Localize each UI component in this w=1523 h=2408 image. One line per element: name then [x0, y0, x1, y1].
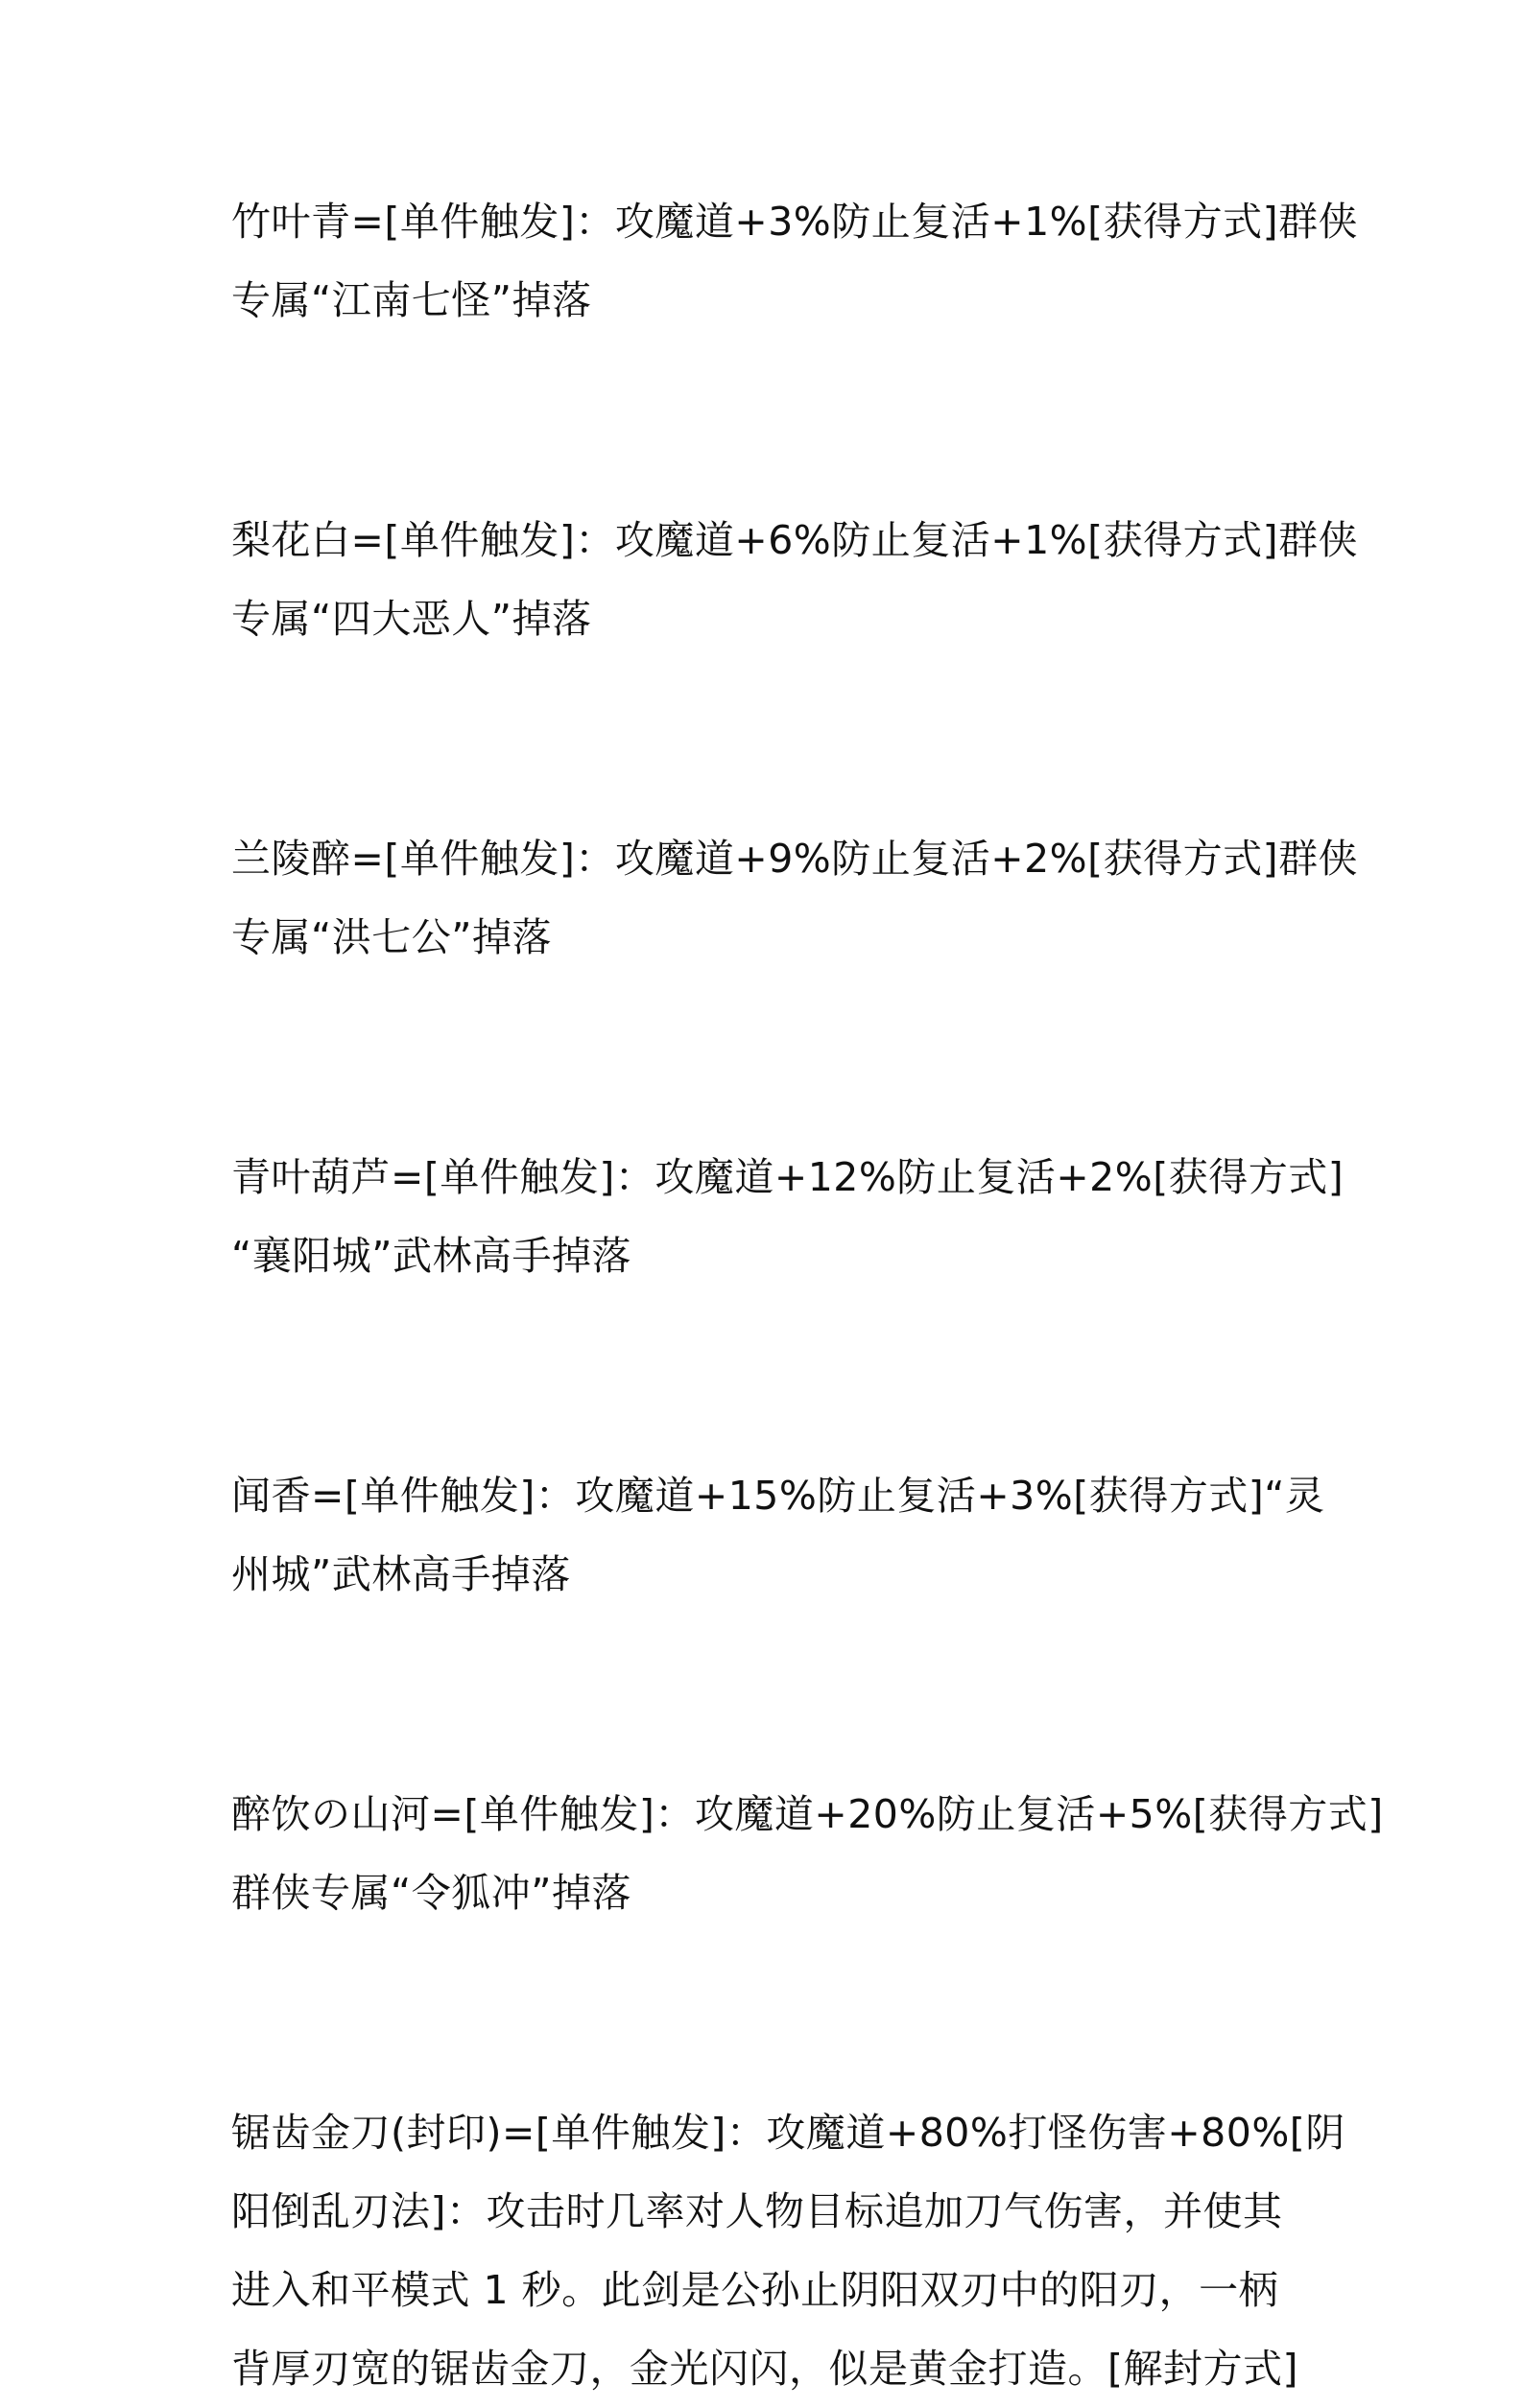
entry-line: 竹叶青=[单件触发]：攻魔道+3%防止复活+1%[获得方式]群侠 — [231, 199, 1359, 245]
item-entry-lanlingzui — [231, 819, 1359, 977]
item-entry-qingyehulu — [231, 1138, 1345, 1295]
entry-line: 专属“洪七公”掉落 — [231, 914, 552, 960]
item-entry-zhuyeqing — [231, 182, 1359, 340]
entry-line: “襄阳城”武林高手掉落 — [231, 1233, 631, 1279]
entry-line: 群侠专属“令狐冲”掉落 — [231, 1870, 631, 1916]
document-body — [231, 182, 1384, 2408]
item-entry-juchijindao — [231, 2093, 1345, 2408]
entry-line: 进入和平模式 1 秒。此剑是公孙止阴阳双刃中的阳刃，一柄 — [231, 2267, 1279, 2313]
item-entry-wenxiang — [231, 1456, 1325, 1614]
entry-line: 背厚刃宽的锯齿金刀，金光闪闪，似是黄金打造。[解封方式] — [231, 2346, 1298, 2392]
item-entry-lihuabai — [231, 501, 1359, 658]
entry-line: 醉饮の山河=[单件触发]：攻魔道+20%防止复活+5%[获得方式] — [231, 1791, 1384, 1837]
entry-line: 阳倒乱刃法]：攻击时几率对人物目标追加刀气伤害，并使其 — [231, 2188, 1283, 2234]
entry-line: 闻香=[单件触发]：攻魔道+15%防止复活+3%[获得方式]“灵 — [231, 1473, 1325, 1519]
entry-line: 锯齿金刀(封印)=[单件触发]：攻魔道+80%打怪伤害+80%[阴 — [231, 2110, 1345, 2156]
item-entry-zuiyinshanhe — [231, 1775, 1384, 1932]
entry-line: 兰陵醉=[单件触发]：攻魔道+9%防止复活+2%[获得方式]群侠 — [231, 836, 1359, 882]
entry-line: 梨花白=[单件触发]：攻魔道+6%防止复活+1%[获得方式]群侠 — [231, 517, 1359, 563]
entry-line: 青叶葫芦=[单件触发]：攻魔道+12%防止复活+2%[获得方式] — [231, 1154, 1345, 1200]
entry-line: 州城”武林高手掉落 — [231, 1551, 571, 1597]
entry-line: 专属“江南七怪”掉落 — [231, 277, 592, 323]
entry-line: 专属“四大恶人”掉落 — [231, 596, 592, 642]
